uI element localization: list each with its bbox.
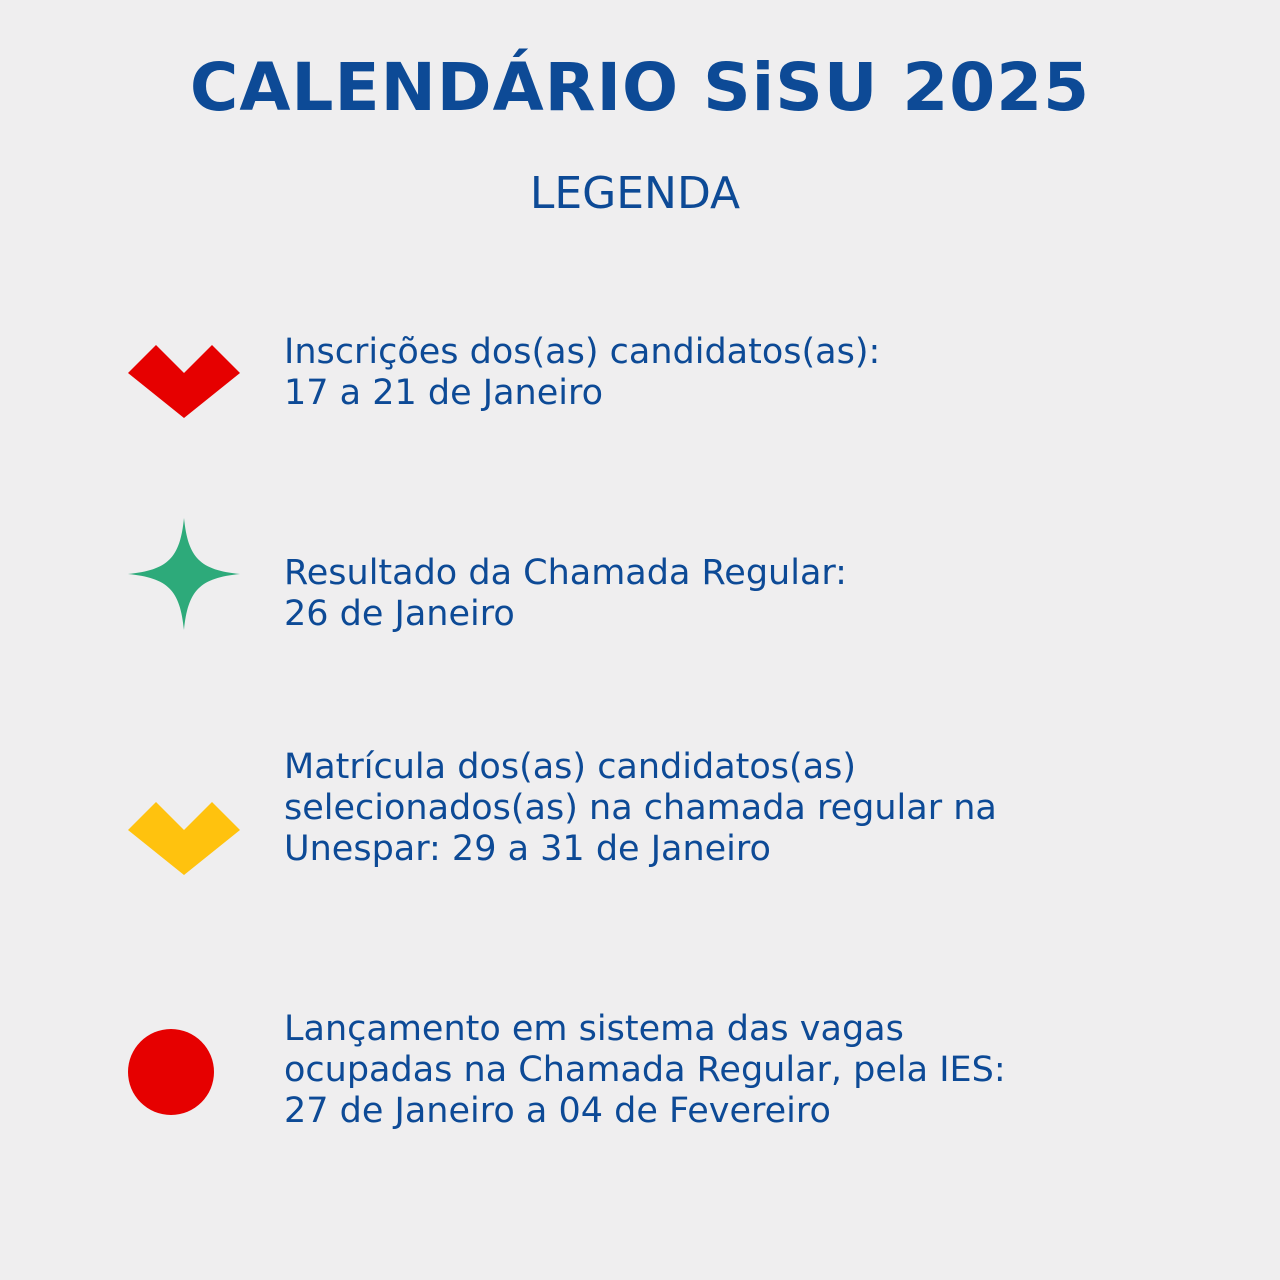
legend-heading: LEGENDA: [529, 168, 741, 219]
legend-item-line: 26 de Janeiro: [284, 594, 515, 634]
legend-item-text: [284, 332, 1184, 414]
legend-item-line: Inscrições dos(as) candidatos(as):: [284, 332, 881, 372]
yellow-heart-icon: [128, 785, 240, 875]
green-sparkle-icon: [128, 518, 240, 630]
legend-item-text: [284, 1009, 1184, 1132]
page-title: CALENDÁRIO SiSU 2025: [189, 49, 1091, 126]
legend-item-line: Resultado da Chamada Regular:: [284, 553, 847, 593]
legend-item-line: ocupadas na Chamada Regular, pela IES:: [284, 1050, 1006, 1090]
red-heart-icon: [128, 328, 240, 418]
legend-item-text: [284, 747, 1184, 870]
legend-item-line: Unespar: 29 a 31 de Janeiro: [284, 829, 771, 869]
legend-item-line: Lançamento em sistema das vagas: [284, 1009, 904, 1049]
legend-item-text: [284, 553, 1184, 635]
legend-item-line: selecionados(as) na chamada regular na: [284, 788, 997, 828]
legend-item-line: 27 de Janeiro a 04 de Fevereiro: [284, 1091, 831, 1131]
legend-item-line: Matrícula dos(as) candidatos(as): [284, 747, 857, 787]
legend-item-line: 17 a 21 de Janeiro: [284, 373, 604, 413]
red-circle-icon: [128, 1029, 214, 1115]
